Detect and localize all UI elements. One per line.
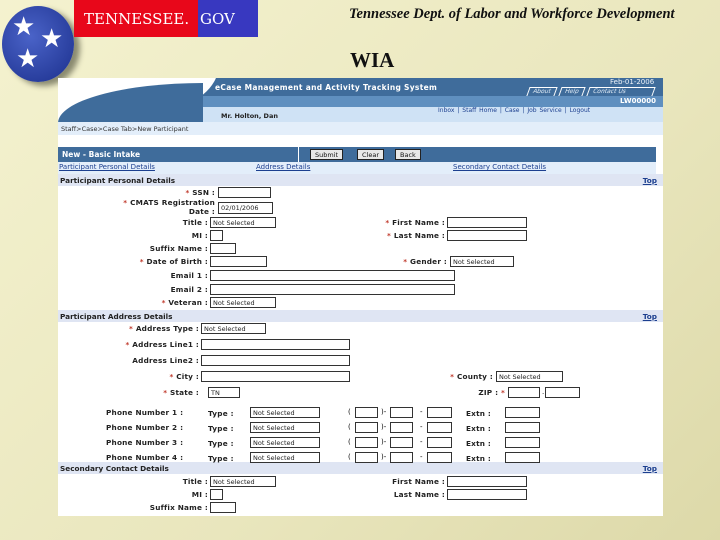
label-text: Date of Birth : <box>146 257 208 266</box>
phone-area-code-input[interactable] <box>355 452 378 463</box>
nav-inbox[interactable]: Inbox <box>438 107 455 114</box>
phone-type-label: Type : <box>208 409 234 418</box>
label-text: CMATS Registration <box>130 198 215 207</box>
zip-ext-input[interactable] <box>545 387 580 398</box>
paren-open: ( <box>348 423 351 431</box>
phone-area-code-input[interactable] <box>355 437 378 448</box>
phone-prefix-input[interactable] <box>390 437 413 448</box>
dob-label <box>140 257 208 266</box>
phone-extn-input[interactable] <box>505 407 540 418</box>
star-icon: ★ <box>40 24 64 54</box>
top-link[interactable]: Top <box>642 312 657 321</box>
dash: - <box>420 408 423 416</box>
phone-prefix-input[interactable] <box>390 452 413 463</box>
cmats-date-input[interactable]: 02/01/2006 <box>218 202 273 214</box>
phone-label: Phone Number 3 : <box>106 438 184 447</box>
office-code: LW00000 <box>620 97 656 105</box>
county-label <box>450 372 493 381</box>
app-title: eCase Management and Activity Tracking System <box>215 83 438 92</box>
nav-logout[interactable]: Logout <box>569 107 591 114</box>
first-name-label <box>385 218 445 227</box>
paren-close: )- <box>381 453 387 461</box>
required-mark: * <box>129 324 134 333</box>
nav-staff-home[interactable]: Staff Home <box>462 107 497 114</box>
top-link[interactable]: Top <box>642 464 657 473</box>
section-title: Secondary Contact Details <box>60 464 169 473</box>
last-name-input[interactable] <box>447 230 527 241</box>
city-label <box>169 372 199 381</box>
paren-open: ( <box>348 453 351 461</box>
cmats-date-label <box>123 199 215 216</box>
app-screenshot <box>58 78 663 516</box>
form-title: New - Basic Intake <box>62 150 141 159</box>
secondary-title-label: Title : <box>182 477 208 486</box>
paren-close: )- <box>381 423 387 431</box>
link-address-details[interactable]: Address Details <box>256 163 311 171</box>
title-label: Title : <box>182 218 208 227</box>
top-link[interactable]: Top <box>642 176 657 185</box>
nav-sep: | <box>457 107 460 114</box>
phone-label: Phone Number 2 : <box>106 423 184 432</box>
help-link[interactable]: Help <box>558 87 585 96</box>
phone-type-select[interactable]: Not Selected <box>250 452 320 463</box>
required-mark: * <box>163 388 168 397</box>
phone-extn-input[interactable] <box>505 437 540 448</box>
required-mark: * <box>385 218 390 227</box>
label-text: First Name : <box>392 218 445 227</box>
dob-input[interactable] <box>210 256 267 267</box>
phone-prefix-input[interactable] <box>390 407 413 418</box>
phone-line-input[interactable] <box>427 422 452 433</box>
state-select[interactable]: TN <box>208 387 240 398</box>
phone-extn-label: Extn : <box>466 439 492 448</box>
phone-type-select[interactable]: Not Selected <box>250 437 320 448</box>
nav-sep: | <box>522 107 525 114</box>
nav-case[interactable]: Case <box>504 107 520 114</box>
section-header-personal <box>58 174 663 186</box>
label-text: Date : <box>188 206 215 216</box>
submit-button[interactable]: Submit <box>310 149 343 160</box>
email2-input[interactable] <box>210 284 455 295</box>
paren-open: ( <box>348 408 351 416</box>
nav-sep: | <box>564 107 567 114</box>
dash: - <box>420 438 423 446</box>
label-text: State : <box>170 388 199 397</box>
nav-job-service[interactable]: Job Service <box>527 107 562 114</box>
secondary-last-name-input[interactable] <box>447 489 527 500</box>
required-mark: * <box>450 372 455 381</box>
phone-type-label: Type : <box>208 454 234 463</box>
required-mark: * <box>123 198 128 207</box>
required-mark: * <box>500 388 505 397</box>
gender-label <box>403 257 447 266</box>
phone-extn-input[interactable] <box>505 452 540 463</box>
department-title: Tennessee Dept. of Labor and Workforce Development <box>349 6 675 22</box>
form-toolbar <box>58 147 656 162</box>
ssn-label <box>185 188 215 197</box>
ssn-input[interactable] <box>218 187 271 198</box>
address-line1-label <box>126 340 199 349</box>
tennessee-gov-logo-red: TENNESSEE. <box>74 0 198 37</box>
mi-input[interactable] <box>210 230 223 241</box>
phone-line-input[interactable] <box>427 407 452 418</box>
city-input[interactable] <box>201 371 350 382</box>
about-link[interactable]: About <box>526 87 557 96</box>
address-line2-label: Address Line2 : <box>132 356 199 365</box>
first-name-input[interactable] <box>447 217 527 228</box>
phone-extn-label: Extn : <box>466 409 492 418</box>
secondary-last-name-label: Last Name : <box>393 490 445 499</box>
label-text: County : <box>456 372 493 381</box>
phone-type-label: Type : <box>208 439 234 448</box>
current-date: Feb-01-2006 <box>610 78 655 86</box>
link-personal-details[interactable]: Participant Personal Details <box>59 163 155 171</box>
secondary-first-name-label: First Name : <box>392 477 445 486</box>
suffix-input[interactable] <box>210 243 236 254</box>
secondary-mi-input[interactable] <box>210 489 223 500</box>
secondary-suffix-input[interactable] <box>210 502 236 513</box>
label-text: ZIP : <box>478 388 499 397</box>
back-button[interactable]: Back <box>395 149 421 160</box>
label-text: Address Line1 : <box>132 340 199 349</box>
section-title: Participant Address Details <box>60 312 173 321</box>
suffix-label: Suffix Name : <box>149 244 208 253</box>
clear-button[interactable]: Clear <box>357 149 384 160</box>
divider <box>298 147 299 162</box>
paren-open: ( <box>348 438 351 446</box>
email1-label: Email 1 : <box>170 271 208 280</box>
county-select[interactable]: Not Selected <box>496 371 563 382</box>
required-mark: * <box>169 372 174 381</box>
phone-area-code-input[interactable] <box>355 407 378 418</box>
required-mark: * <box>139 257 144 266</box>
phone-type-select[interactable]: Not Selected <box>250 422 320 433</box>
user-name: Mr. Holton, Dan <box>221 112 278 120</box>
section-header-address <box>58 310 663 322</box>
tennessee-gov-logo-blue: GOV <box>198 0 258 37</box>
zip-label <box>478 388 505 397</box>
last-name-label <box>387 231 445 240</box>
dash: - <box>420 423 423 431</box>
main-nav <box>438 107 590 114</box>
breadcrumb: Staff>Case>Case Tab>New Participant <box>61 125 189 133</box>
secondary-suffix-label: Suffix Name : <box>149 503 208 512</box>
email1-input[interactable] <box>210 270 455 281</box>
veteran-select[interactable]: Not Selected <box>210 297 276 308</box>
address-type-label <box>129 324 199 333</box>
link-secondary-contact[interactable]: Secondary Contact Details <box>453 163 547 171</box>
title-select[interactable]: Not Selected <box>210 217 276 228</box>
required-mark: * <box>387 231 392 240</box>
label-text: Gender : <box>410 257 447 266</box>
label-text: City : <box>176 372 199 381</box>
phone-extn-label: Extn : <box>466 424 492 433</box>
paren-close: )- <box>381 408 387 416</box>
dash: - <box>420 453 423 461</box>
zip-separator: . <box>542 388 545 396</box>
required-mark: * <box>185 188 190 197</box>
required-mark: * <box>403 257 408 266</box>
nav-sep: | <box>499 107 502 114</box>
section-header-secondary <box>58 462 663 474</box>
phone-extn-label: Extn : <box>466 454 492 463</box>
zip-input[interactable] <box>508 387 540 398</box>
required-mark: * <box>125 340 130 349</box>
mi-label: MI : <box>191 231 208 240</box>
label-text: Last Name : <box>393 231 445 240</box>
secondary-title-select[interactable]: Not Selected <box>210 476 276 487</box>
label-text: SSN : <box>192 188 215 197</box>
tennessee-tri-star-logo <box>2 6 74 82</box>
address-line1-input[interactable] <box>201 339 350 350</box>
slide-title: WIA <box>350 48 395 72</box>
state-label <box>163 388 199 397</box>
phone-area-code-input[interactable] <box>355 422 378 433</box>
phone-label: Phone Number 4 : <box>106 453 184 462</box>
star-icon: ★ <box>16 44 40 74</box>
paren-close: )- <box>381 438 387 446</box>
label-text: Address Type : <box>135 324 199 333</box>
email2-label: Email 2 : <box>170 285 208 294</box>
secondary-first-name-input[interactable] <box>447 476 527 487</box>
star-icon: ★ <box>12 12 36 42</box>
phone-prefix-input[interactable] <box>390 422 413 433</box>
gender-select[interactable]: Not Selected <box>450 256 514 267</box>
phone-line-input[interactable] <box>427 437 452 448</box>
contact-us-link[interactable]: Contact Us <box>586 87 655 96</box>
phone-label: Phone Number 1 : <box>106 408 184 417</box>
required-mark: * <box>161 298 166 307</box>
secondary-mi-label: MI : <box>191 490 208 499</box>
veteran-label <box>162 298 208 307</box>
phone-type-label: Type : <box>208 424 234 433</box>
address-type-select[interactable]: Not Selected <box>201 323 266 334</box>
phone-type-select[interactable]: Not Selected <box>250 407 320 418</box>
section-links-bar <box>58 162 656 174</box>
label-text: Veteran : <box>168 298 208 307</box>
address-line2-input[interactable] <box>201 355 350 366</box>
section-title: Participant Personal Details <box>60 176 176 185</box>
phone-line-input[interactable] <box>427 452 452 463</box>
phone-extn-input[interactable] <box>505 422 540 433</box>
